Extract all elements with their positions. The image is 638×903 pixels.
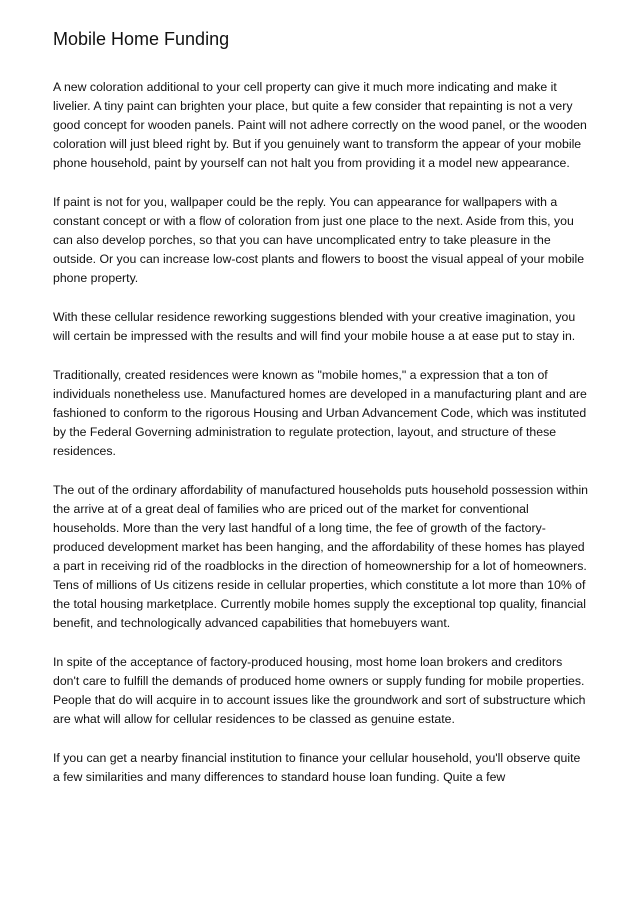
page-title: Mobile Home Funding bbox=[53, 29, 230, 49]
paragraph-7: If you can get a nearby financial institution to finance your cellular household, you'll observe quite a few similarities and many differences to standard house loan funding. Quite a few bbox=[53, 751, 581, 784]
paragraph-6: In spite of the acceptance of factory-produced housing, most home loan brokers and creditors don't care to fulfill the demands of produced home owners or supply funding for mobile properties. People that do will acquire in to account issues like the groundwork and sort of substructure which are what will allow for cellular residences to be classed as genuine estate. bbox=[53, 655, 586, 726]
paragraph-1: A new coloration additional to your cell property can give it much more indicating and make it livelier. A tiny paint can brighten your place, but quite a few consider that repainting is not a very good concept for wooden panels. Paint will not adhere correctly on the wood panel, or the wooden coloration will just bleed right by. But if you genuinely want to transform the appear of your mobile phone household, paint by yourself can not halt you from providing it a model new appearance. bbox=[53, 80, 587, 170]
paragraph-2: If paint is not for you, wallpaper could be the reply. You can appearance for wallpapers with a constant concept or with a flow of coloration from just one place to the next. Aside from this, you can also develop porches, so that you can have uncomplicated entry to take pleasure in the outside. Or you can increase low-cost plants and flowers to boost the visual appeal of your mobile phone property. bbox=[53, 195, 585, 285]
paragraph-4: Traditionally, created residences were known as "mobile homes," a expression that a ton of individuals nonetheless use. Manufactured homes are developed in a manufacturing plant and are fashioned to conform to the rigorous Housing and Urban Advancement Code, which was instituted by the Federal Governing administration to regulate protection, layout, and structure of these residences. bbox=[53, 368, 587, 458]
paragraph-3: With these cellular residence reworking suggestions blended with your creative imagination, you will certain be impressed with the results and will find your mobile house a at ease put to stay in. bbox=[53, 310, 576, 343]
paragraph-5: The out of the ordinary affordability of manufactured households puts household possession within the arrive at of a great deal of families who are priced out of the market for conventional households. More than the very last handful of a long time, the fee of growth of the factory-produced development market has been hanging, and the affordability of these homes has played a part in receiving rid of the roadblocks in the direction of homeownership for a lot of homeowners. Tens of millions of Us citizens reside in cellular properties, which constitute a lot more than 10% of the total housing marketplace. Currently mobile homes supply the exceptional top quality, financial benefit, and technologically advanced capabilities that homebuyers want. bbox=[53, 483, 589, 630]
document-page bbox=[53, 26, 589, 807]
